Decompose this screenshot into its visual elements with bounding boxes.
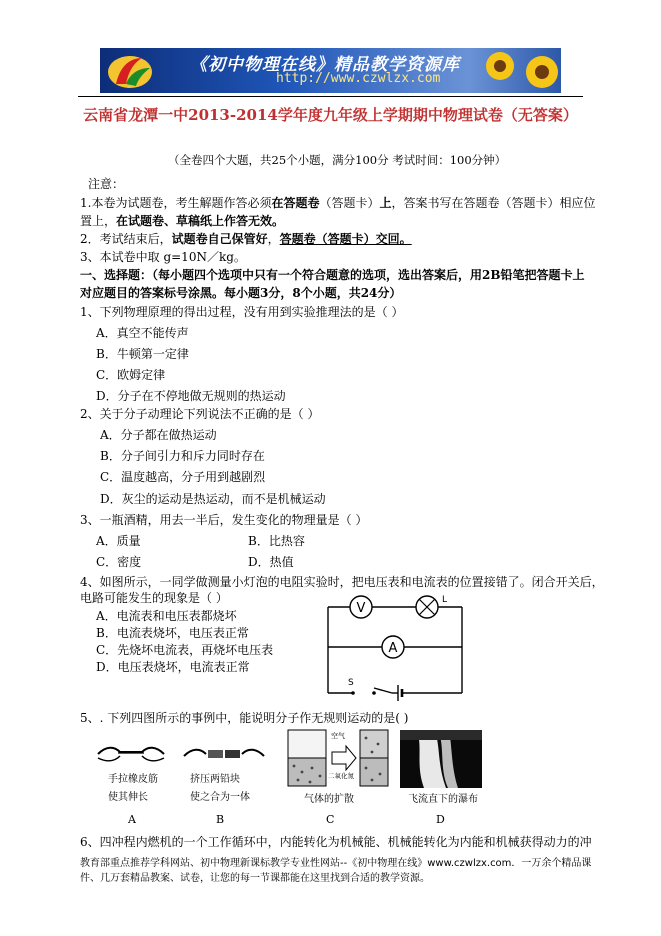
q4-option-a: A．电流表和电压表都烧坏 — [96, 609, 237, 623]
q3-option-b: B．比热容 — [248, 534, 305, 548]
footer-line-2: 件、几万套精品教案、试卷，让您的每一节课都能在这里找到合适的教学资源。 — [80, 873, 430, 884]
pic-a-letter: A — [128, 813, 136, 826]
switch-icon — [348, 678, 376, 695]
section-1-heading-cont: 对应题目的答案标号涂黑。每小题3分，8个小题，共24分） — [80, 286, 402, 300]
banner-url[interactable]: http://www.czwlzx.com — [276, 71, 441, 86]
header-rule — [78, 96, 583, 97]
q2-option-c: C．温度越高，分子用到越剧烈 — [100, 470, 266, 484]
section-1-heading: 一、选择题：（每小题四个选项中只有一个符合题意的选项，选出答案后，用2B铅笔把答题卡上 — [80, 268, 585, 282]
pic-d-caption: 飞流直下的瀑布 — [408, 794, 478, 805]
q3-option-d: D．热值 — [248, 555, 294, 569]
q1-option-d: D．分子在不停地做无规则的热运动 — [96, 389, 286, 403]
q1-option-b: B．牛顿第一定律 — [96, 347, 189, 361]
svg-text:L: L — [442, 595, 448, 605]
q2-option-a: A．分子都在做热运动 — [100, 428, 217, 442]
q3-stem: 3、一瓶酒精，用去一半后，发生变化的物理量是（ ） — [80, 513, 368, 527]
note-emphasis: 在试题卷、草稿纸上作答无效。 — [116, 214, 285, 228]
site-logo — [106, 52, 154, 90]
note-text: 2．考试结束后， — [80, 232, 172, 246]
waterfall-image — [400, 730, 482, 788]
pic-d-letter: D — [436, 813, 445, 826]
svg-text:A: A — [388, 641, 398, 656]
banner-title: 《初中物理在线》精品教学资源库 — [190, 55, 460, 75]
note-text: （答题卡） — [319, 196, 380, 210]
q4-option-b: B．电流表烧坏，电压表正常 — [96, 626, 249, 640]
note-emphasis: 答题卷（答题卡）交回。 — [279, 232, 412, 246]
q3-option-c: C．密度 — [96, 555, 142, 569]
document-title: 云南省龙潭一中2013-2014学年度九年级上学期期中物理试卷（无答案） — [83, 106, 578, 124]
note-1-line-1 — [80, 195, 596, 211]
q4-option-d: D．电压表烧坏，电流表正常 — [96, 660, 250, 674]
q2-stem: 2、关于分子动理论下列说法不正确的是（ ） — [80, 407, 320, 421]
note-emphasis: 试题卷自己保管好 — [171, 232, 268, 246]
q4-stem: 4、如图所示，一同学做测量小灯泡的电阻实验时，把电压表和电流表的位置接错了。闭合开关后， — [80, 575, 604, 589]
rubber-band-hands-icon — [96, 738, 166, 768]
note-text: 置上， — [80, 214, 117, 228]
note-emphasis: 上 — [379, 196, 392, 210]
q2-option-d: D．灰尘的运动是热运动，而不是机械运动 — [100, 492, 326, 506]
exam-info: （全卷四个大题，共25个小题，满分100分 考试时间：100分钟） — [168, 153, 507, 167]
voltmeter-icon — [350, 596, 372, 618]
svg-text:空气: 空气 — [331, 732, 345, 740]
pic-c-caption: 气体的扩散 — [304, 794, 354, 805]
note-text: 1.本卷为试题卷，考生解题作答必须 — [80, 196, 272, 210]
q5-stem: 5、. 下列四图所示的事例中，能说明分子作无规则运动的是( ) — [80, 711, 409, 725]
pic-a-caption-1: 手拉橡皮筋 — [108, 774, 158, 785]
q4-stem-cont: 电路可能发生的现象是（ ） — [80, 591, 228, 605]
svg-text:S: S — [348, 678, 354, 688]
note-3: 3、本试卷中取 g=10N／kg。 — [80, 250, 246, 264]
pic-c-letter: C — [326, 813, 335, 826]
q6-stem: 6、四冲程内燃机的一个工作循环中，内能转化为机械能、机械能转化为内能和机械获得动力的冲 — [80, 835, 592, 849]
pic-b-caption-1: 挤压两铅块 — [190, 774, 240, 785]
sunflower-icon — [520, 48, 560, 93]
pic-b-letter: B — [216, 813, 225, 826]
notes-heading: 注意： — [88, 177, 125, 191]
svg-text:V: V — [356, 601, 366, 616]
q3-option-a: A．质量 — [96, 534, 141, 548]
pic-a-caption-2: 使其伸长 — [108, 792, 148, 803]
q1-option-c: C．欧姆定律 — [96, 368, 166, 382]
svg-text:二氧化氮: 二氧化氮 — [328, 772, 354, 780]
note-text: ， — [267, 232, 280, 246]
pic-b-caption-2: 使之合为一体 — [190, 792, 250, 803]
circuit-diagram — [320, 595, 470, 705]
note-1-line-2 — [80, 213, 284, 229]
footer-line-1: 教育部重点推荐学科网站、初中物理新课标教学专业性网站--《初中物理在线》www.czwlzx.com．一万余个精品课 — [80, 858, 592, 869]
ammeter-icon — [382, 636, 404, 658]
note-text: ，答案书写在答题卷（答题卡）相应位 — [391, 196, 596, 210]
note-emphasis: 在答题卷 — [271, 196, 320, 210]
lead-blocks-hands-icon — [182, 738, 266, 768]
q4-option-c: C．先烧坏电流表，再烧坏电压表 — [96, 643, 274, 657]
q2-option-b: B．分子间引力和斥力同时存在 — [100, 449, 265, 463]
header-banner — [100, 48, 561, 93]
q1-option-a: A．真空不能传声 — [96, 326, 189, 340]
gas-diffusion-icon — [286, 728, 390, 790]
sunflower-icon — [480, 48, 520, 93]
battery-icon — [398, 685, 402, 701]
note-2 — [80, 231, 412, 247]
page-footer — [80, 856, 591, 886]
q1-stem: 1、下列物理原理的得出过程，没有用到实验推理法的是（ ） — [80, 305, 404, 319]
